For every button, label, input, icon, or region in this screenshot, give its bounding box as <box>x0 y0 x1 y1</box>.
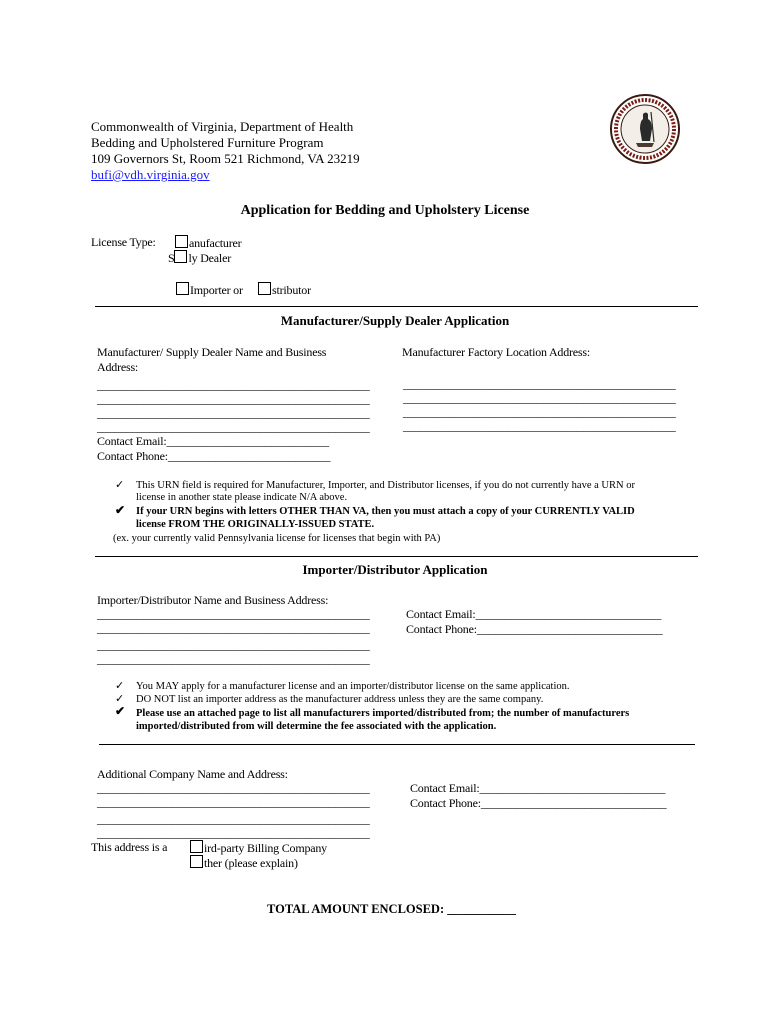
option-third-party-billing[interactable]: ird-party Billing Company <box>190 840 327 855</box>
importer-note-3-line-2: imported/distributed from will determine the fee associated with the application. <box>136 721 497 732</box>
check-icon: ✓ <box>115 479 125 491</box>
checkbox-supply-dealer[interactable] <box>174 250 187 263</box>
checkbox-distributor[interactable] <box>258 282 271 295</box>
checkbox-manufacturer[interactable] <box>175 235 188 248</box>
importer-address-line-2[interactable]: _______________________________________________ <box>97 621 370 635</box>
factory-address-line-3[interactable]: _______________________________________________ <box>403 405 676 419</box>
checkbox-other[interactable] <box>190 855 203 868</box>
header-line-2: Bedding and Upholstered Furniture Program <box>91 135 324 150</box>
header-line-3: 109 Governors St, Room 521 Richmond, VA 23219 <box>91 151 360 166</box>
manufacturer-address-line-2[interactable]: _______________________________________________ <box>97 392 370 406</box>
importer-address-line-4[interactable]: _______________________________________________ <box>97 652 370 666</box>
virginia-seal-icon <box>610 94 680 164</box>
divider <box>95 306 698 307</box>
importer-note-2: DO NOT list an importer address as the manufacturer address unless they are the same company. <box>136 694 544 705</box>
importer-name-label: Importer/Distributor Name and Business Address: <box>97 593 329 607</box>
urn-warning-line-2: license FROM THE ORIGINALLY-ISSUED STATE. <box>136 519 375 530</box>
additional-address-line-4[interactable]: _______________________________________________ <box>97 826 370 840</box>
manufacturer-contact-email[interactable]: Contact Email:____________________________ <box>97 434 329 448</box>
factory-address-line-2[interactable]: _______________________________________________ <box>403 391 676 405</box>
checkbox-importer[interactable] <box>176 282 189 295</box>
check-bold-icon: ✔ <box>115 503 126 517</box>
manufacturer-address-line-4[interactable]: _______________________________________________ <box>97 420 370 434</box>
manufacturer-address-line-3[interactable]: _______________________________________________ <box>97 406 370 420</box>
factory-address-line-1[interactable]: _______________________________________________ <box>403 377 676 391</box>
license-option-manufacturer[interactable]: anufacturer <box>175 235 241 250</box>
additional-company-label: Additional Company Name and Address: <box>97 767 288 781</box>
check-icon: ✓ <box>115 693 125 705</box>
check-bold-icon: ✔ <box>115 704 126 718</box>
checkbox-third-party-billing[interactable] <box>190 840 203 853</box>
urn-note-line-2: license in another state please indicate N/A above. <box>136 492 348 503</box>
license-type-label: License Type: <box>91 235 156 249</box>
additional-address-line-3[interactable]: _______________________________________________ <box>97 812 370 826</box>
header-email-link[interactable]: bufi@vdh.virginia.gov <box>91 167 210 182</box>
address-type-label: This address is a <box>91 840 168 854</box>
urn-example-note: (ex. your currently valid Pennsylvania license for licenses that begin with PA) <box>113 533 441 544</box>
check-icon: ✓ <box>115 680 125 692</box>
manufacturer-section-title: Manufacturer/Supply Dealer Application <box>280 313 510 328</box>
license-option-importer[interactable]: Importer or <box>176 282 243 297</box>
urn-warning-line-1: If your URN begins with letters OTHER THAN VA, then you must attach a copy of your CURRENTLY VALID <box>136 506 635 517</box>
license-option-supply-dealer[interactable]: S ly Dealer <box>168 251 231 265</box>
importer-address-line-3[interactable]: _______________________________________________ <box>97 638 370 652</box>
additional-address-line-2[interactable]: _______________________________________________ <box>97 795 370 809</box>
divider <box>95 556 698 557</box>
importer-contact-phone[interactable]: Contact Phone:________________________________ <box>406 622 663 636</box>
importer-section-title: Importer/Distributor Application <box>302 562 488 577</box>
factory-location-label: Manufacturer Factory Location Address: <box>402 345 591 359</box>
importer-address-line-1[interactable]: _______________________________________________ <box>97 607 370 621</box>
additional-contact-phone[interactable]: Contact Phone:________________________________ <box>410 796 667 810</box>
total-amount-enclosed[interactable]: TOTAL AMOUNT ENCLOSED: ___________ <box>267 902 516 916</box>
additional-address-line-1[interactable]: _______________________________________________ <box>97 781 370 795</box>
manufacturer-contact-phone[interactable]: Contact Phone:____________________________ <box>97 449 331 463</box>
urn-note-line-1: This URN field is required for Manufacturer, Importer, and Distributor licenses, if you do not currently have a URN or <box>136 480 635 491</box>
page-title: Application for Bedding and Upholstery License <box>240 203 530 218</box>
option-other[interactable]: ther (please explain) <box>190 855 298 870</box>
additional-contact-email[interactable]: Contact Email:________________________________ <box>410 781 666 795</box>
manufacturer-name-label-2: Address: <box>97 360 139 374</box>
importer-note-3-line-1: Please use an attached page to list all manufacturers imported/distributed from; the number of manufacturers <box>136 708 630 719</box>
manufacturer-address-line-1[interactable]: _______________________________________________ <box>97 378 370 392</box>
license-option-distributor[interactable]: stributor <box>258 282 311 297</box>
importer-contact-email[interactable]: Contact Email:________________________________ <box>406 607 662 621</box>
divider <box>99 744 695 745</box>
header-line-1: Commonwealth of Virginia, Department of Health <box>91 119 354 134</box>
importer-note-1: You MAY apply for a manufacturer license and an importer/distributor license on the same application. <box>136 681 570 692</box>
manufacturer-name-label: Manufacturer/ Supply Dealer Name and Business <box>97 345 327 359</box>
factory-address-line-4[interactable]: _______________________________________________ <box>403 419 676 433</box>
